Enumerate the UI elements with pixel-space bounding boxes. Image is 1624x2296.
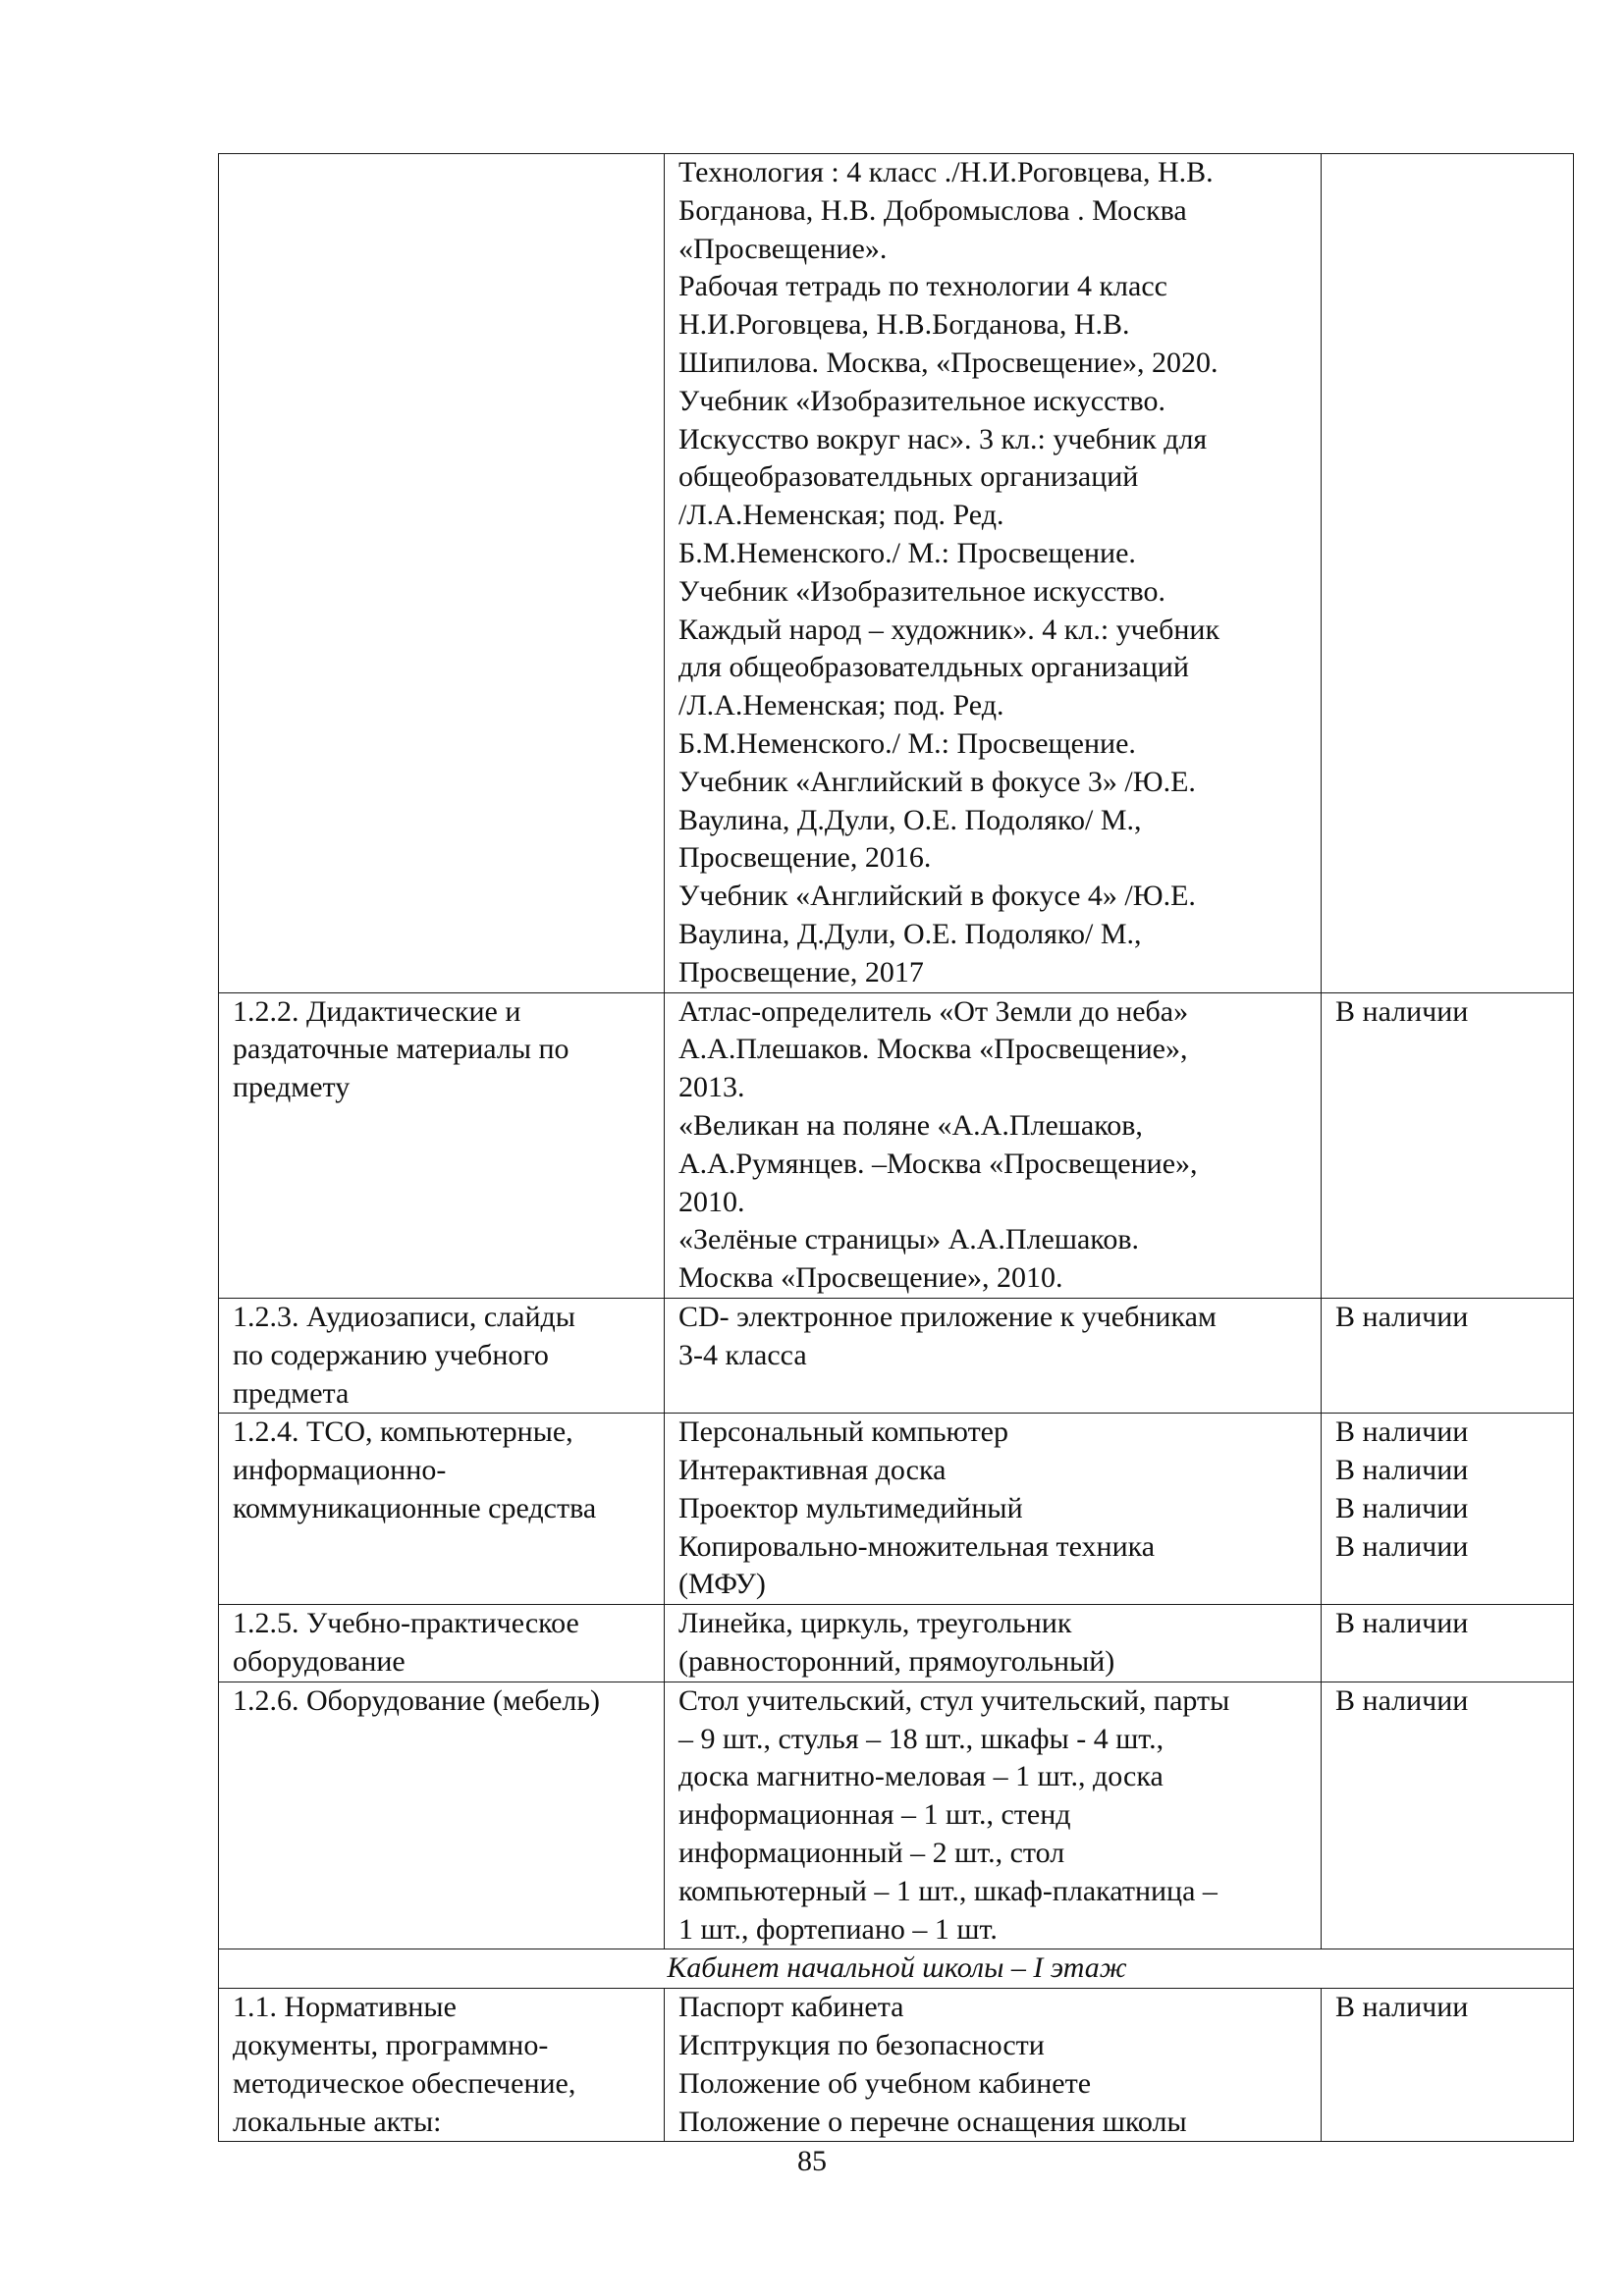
row-label-line: информационно- (233, 1454, 447, 1487)
row-label-line: 1.1. Нормативные (233, 1991, 457, 2024)
row-content-line: CD- электронное приложение к учебникам (678, 1300, 1217, 1333)
page-number: 85 (797, 2145, 827, 2177)
row-label-line: раздаточные материалы по (233, 1033, 569, 1066)
row-content-line: 1 шт., фортепиано – 1 шт. (678, 1912, 998, 1946)
equipment-table (218, 153, 1574, 2142)
row-status-cell (1322, 1414, 1574, 1605)
row-content-line: Каждый народ – художник». 4 кл.: учебник (678, 613, 1220, 646)
section-row (219, 1949, 1574, 1989)
row-content-line: информационная – 1 шт., стенд (678, 1798, 1071, 1832)
row-label-cell (219, 1605, 665, 1682)
row-content-line: Положение об учебном кабинете (678, 2066, 1092, 2100)
row-content-line: А.А.Румянцев. –Москва «Просвещение», (678, 1147, 1198, 1180)
table-row (219, 1989, 1574, 2142)
row-content-line: для общеобразователдьных организаций (678, 651, 1189, 684)
row-label-line: 1.2.6. Оборудование (мебель) (233, 1683, 601, 1717)
row-content-line: компьютерный – 1 шт., шкаф-плакатница – (678, 1874, 1218, 1907)
row-label-line: предмета (233, 1376, 350, 1410)
row-content-line: Атлас-определитель «От Земли до неба» (678, 994, 1189, 1028)
row-status-cell (1322, 1989, 1574, 2142)
row-status-line: В наличии (1335, 1415, 1469, 1449)
row-content-line: (равносторонний, прямоугольный) (678, 1645, 1115, 1679)
row-content-line: /Л.А.Неменская; под. Ред. (678, 499, 1004, 532)
row-content-line: Москва «Просвещение», 2010. (678, 1261, 1063, 1295)
row-content-line: Проектор мультимедийный (678, 1491, 1023, 1524)
row-content-line: 2013. (678, 1071, 745, 1104)
table-row (219, 1682, 1574, 1949)
row-label-line: коммуникационные средства (233, 1491, 597, 1524)
row-content-cell (665, 1414, 1322, 1605)
section-title: Кабинет начальной школы – I этаж (219, 1949, 1574, 1989)
table-row (219, 992, 1574, 1298)
row-status-cell (1322, 154, 1574, 993)
row-content-line: Ваулина, Д.Дули, О.Е. Подоляко/ М., (678, 803, 1142, 836)
row-content-line: Искусство вокруг нас». 3 кл.: учебник для (678, 422, 1208, 455)
row-content-line: Учебник «Английский в фокусе 4» /Ю.Е. (678, 880, 1196, 913)
row-content-cell (665, 992, 1322, 1298)
row-content-line: 2010. (678, 1185, 745, 1218)
row-content-line: Просвещение, 2017 (678, 955, 924, 988)
row-content-line: Стол учительский, стул учительский, парты (678, 1683, 1230, 1717)
row-label-line: методическое обеспечение, (233, 2066, 576, 2100)
row-content-line: Б.М.Неменского./ М.: Просвещение. (678, 726, 1136, 760)
row-content-line: Просвещение, 2016. (678, 841, 932, 875)
row-status-line: В наличии (1335, 1529, 1469, 1563)
row-content-line: Учебник «Изобразительное искусство. (678, 384, 1165, 417)
table-row (219, 1298, 1574, 1413)
table-row (219, 154, 1574, 993)
row-status-line: В наличии (1335, 1607, 1469, 1640)
row-label-line: локальные акты: (233, 2105, 442, 2138)
row-label-cell (219, 1989, 665, 2142)
row-content-line: Паспорт кабинета (678, 1991, 904, 2024)
row-label-line: 1.2.5. Учебно-практическое (233, 1607, 579, 1640)
row-label-line: 1.2.3. Аудиозаписи, слайды (233, 1300, 575, 1333)
row-status-cell (1322, 992, 1574, 1298)
row-content-line: Богданова, Н.В. Добромыслова . Москва (678, 193, 1187, 227)
row-label-line: 1.2.4. ТСО, компьютерные, (233, 1415, 573, 1449)
row-status-line: В наличии (1335, 1454, 1469, 1487)
row-content-line: (МФУ) (678, 1568, 766, 1601)
row-content-cell (665, 1605, 1322, 1682)
row-content-line: общеобразователдьных организаций (678, 460, 1139, 494)
row-label-line: 1.2.2. Дидактические и (233, 994, 521, 1028)
row-status-cell (1322, 1682, 1574, 1949)
row-content-line: /Л.А.Неменская; под. Ред. (678, 689, 1004, 722)
row-content-line: «Великан на поляне «А.А.Плешаков, (678, 1108, 1143, 1142)
row-label-line: предмету (233, 1071, 351, 1104)
row-label-line: оборудование (233, 1645, 406, 1679)
row-label-cell (219, 154, 665, 993)
row-content-line: Учебник «Английский в фокусе 3» /Ю.Е. (678, 765, 1196, 798)
row-content-line: Технология : 4 класс ./Н.И.Роговцева, Н.В. (678, 156, 1214, 188)
row-content-line: Персональный компьютер (678, 1415, 1008, 1449)
row-content-line: Положение о перечне оснащения школы (678, 2105, 1187, 2138)
row-label-cell (219, 1298, 665, 1413)
row-content-line: Учебник «Изобразительное искусство. (678, 574, 1165, 608)
row-content-line: Ваулина, Д.Дули, О.Е. Подоляко/ М., (678, 917, 1142, 950)
row-status-line: В наличии (1335, 1491, 1469, 1524)
row-content-cell (665, 1298, 1322, 1413)
row-content-line: Рабочая тетрадь по технологии 4 класс (678, 270, 1167, 303)
row-content-line: Копировально-множительная техника (678, 1529, 1156, 1563)
row-label-cell (219, 1414, 665, 1605)
row-content-line: «Зелёные страницы» А.А.Плешаков. (678, 1223, 1139, 1256)
row-status-cell (1322, 1298, 1574, 1413)
row-content-line: Линейка, циркуль, треугольник (678, 1607, 1072, 1640)
row-content-cell (665, 154, 1322, 993)
row-label-line: документы, программно- (233, 2029, 549, 2062)
row-content-line: Б.М.Неменского./ М.: Просвещение. (678, 536, 1136, 569)
row-content-line: «Просвещение». (678, 232, 888, 265)
row-label-cell (219, 992, 665, 1298)
row-content-line: информационный – 2 шт., стол (678, 1837, 1065, 1870)
row-status-cell (1322, 1605, 1574, 1682)
row-label-line: по содержанию учебного (233, 1338, 549, 1371)
row-content-line: Н.И.Роговцева, Н.В.Богданова, Н.В. (678, 308, 1130, 342)
row-content-line: доска магнитно-меловая – 1 шт., доска (678, 1760, 1164, 1793)
row-content-line: Исптрукция по безопасности (678, 2029, 1045, 2062)
row-content-line: А.А.Плешаков. Москва «Просвещение», (678, 1033, 1188, 1066)
table-body (219, 154, 1574, 2142)
row-content-line: 3-4 класса (678, 1338, 807, 1371)
row-content-line: – 9 шт., стулья – 18 шт., шкафы - 4 шт., (678, 1722, 1164, 1755)
row-label-cell (219, 1682, 665, 1949)
row-content-cell (665, 1682, 1322, 1949)
row-content-cell (665, 1989, 1322, 2142)
row-status-line: В наличии (1335, 994, 1469, 1028)
table-row (219, 1414, 1574, 1605)
row-status-line: В наличии (1335, 1300, 1469, 1333)
row-content-line: Интерактивная доска (678, 1454, 947, 1487)
table-row (219, 1605, 1574, 1682)
row-status-line: В наличии (1335, 1991, 1469, 2024)
row-status-line: В наличии (1335, 1683, 1469, 1717)
row-content-line: Шипилова. Москва, «Просвещение», 2020. (678, 346, 1218, 379)
